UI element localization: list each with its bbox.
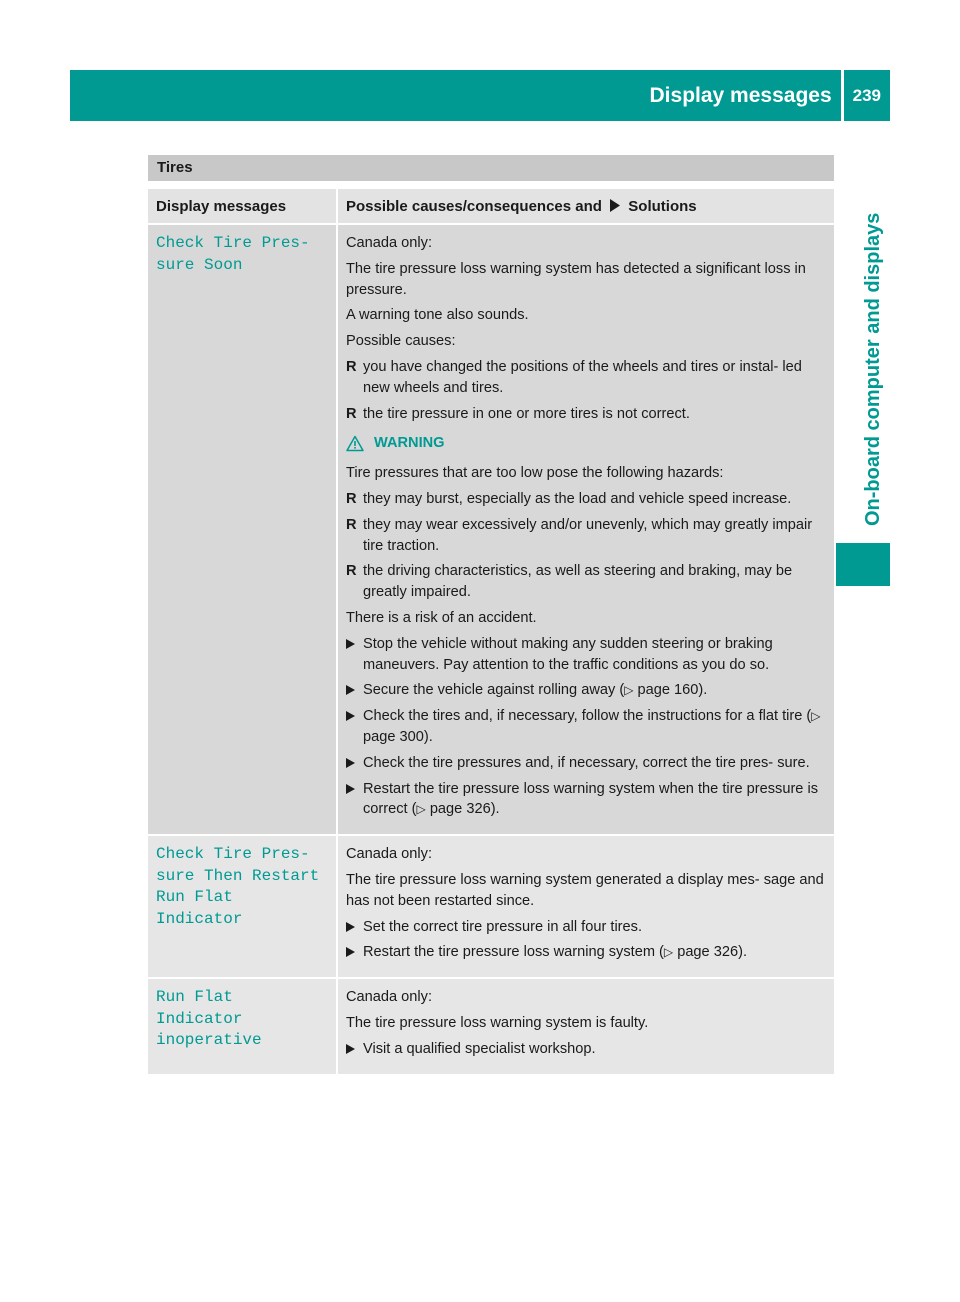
list-item: [346, 404, 826, 425]
page-reference[interactable]: page 160: [637, 682, 699, 699]
region-note: Canada only:: [346, 989, 433, 1006]
display-message-line: Run Flat Indicator: [156, 888, 243, 928]
display-message-line: Run Flat Indicator: [156, 988, 243, 1028]
main-content: [148, 155, 834, 1076]
paragraph: Possible causes:: [346, 333, 456, 350]
display-message-line: sure Then Restart: [156, 866, 320, 885]
step-arrow-icon: [346, 784, 355, 794]
paragraph: The tire pressure loss warning system generated a display mes‐ sage and has not been restarted since.: [346, 871, 824, 909]
display-messages-table: [148, 189, 834, 1076]
bullet-marker: R: [346, 490, 357, 507]
paragraph: Tire pressures that are too low pose the following hazards:: [346, 465, 724, 482]
step-item: [346, 942, 826, 963]
display-message-line: sure Soon: [156, 255, 243, 274]
step-item: [346, 1039, 826, 1060]
step-item: [346, 680, 826, 701]
list-item-text: the driving characteristics, as well as steering and braking, may be greatly impaired.: [363, 563, 793, 601]
step-item: [346, 634, 826, 676]
section-title: Tires: [148, 155, 834, 181]
page-reference-icon: ▷: [663, 945, 674, 960]
col-header-messages: Display messages: [148, 189, 337, 224]
step-text: Stop the vehicle without making any sudden steering or braking maneuvers. Pay attention to the traffic conditions as you do so.: [363, 635, 773, 673]
warning-label: WARNING: [374, 435, 445, 452]
display-message-line: Check Tire Pres‐: [156, 845, 310, 864]
list-item: [346, 515, 826, 557]
step-text: Check the tire pressures and, if necessary, correct the tire pres‐ sure.: [363, 754, 810, 771]
bullet-marker: R: [346, 516, 357, 533]
warning-heading: [346, 433, 826, 454]
display-message-line: inoperative: [156, 1031, 262, 1050]
causes-cell: [337, 224, 834, 835]
paragraph: The tire pressure loss warning system has detected a significant loss in pressure.: [346, 260, 806, 298]
step-arrow-icon: [346, 947, 355, 957]
col-header-causes-text: Possible causes/consequences and: [346, 198, 602, 215]
step-arrow-icon: [346, 1044, 355, 1054]
page-reference-icon: ▷: [811, 709, 821, 724]
step-arrow-icon: [346, 758, 355, 768]
step-arrow-icon: [346, 685, 355, 695]
paragraph: A warning tone also sounds.: [346, 307, 529, 324]
message-cell: [148, 978, 337, 1074]
step-text: Set the correct tire pressure in all four tires.: [363, 918, 643, 935]
step-item: [346, 779, 826, 821]
step-text: Restart the tire pressure loss warning system (: [363, 944, 664, 961]
list-item: [346, 357, 826, 399]
step-text-end: ).: [423, 728, 433, 745]
causes-cell: [337, 978, 834, 1074]
paragraph: There is a risk of an accident.: [346, 609, 537, 626]
step-text: Check the tires and, if necessary, follow the instructions for a flat tire (: [363, 708, 812, 725]
list-item: [346, 561, 826, 603]
step-text-end: ).: [490, 801, 500, 818]
step-text: Restart the tire pressure loss warning system when the tire pressure is correct (: [363, 780, 819, 818]
side-tab-label: On-board computer and displays: [862, 212, 884, 526]
page-reference-icon: ▷: [416, 802, 426, 817]
list-item-text: you have changed the positions of the wheels and tires or instal‐ led new wheels and tires.: [363, 358, 802, 396]
step-text-end: ).: [738, 944, 747, 961]
list-item: [346, 489, 826, 510]
list-item-text: they may wear excessively and/or unevenly, which may greatly impair tire traction.: [363, 516, 813, 554]
step-arrow-icon: [346, 639, 355, 649]
bullet-marker: R: [346, 358, 357, 375]
step-arrow-icon: [346, 711, 355, 721]
page-reference-icon: ▷: [624, 683, 634, 698]
region-note: Canada only:: [346, 846, 433, 863]
page-number: 239: [852, 85, 881, 105]
message-cell: [148, 224, 337, 835]
step-text-end: ).: [698, 682, 708, 699]
header-section-title: Display messages: [649, 83, 832, 107]
step-text: Visit a qualified specialist workshop.: [363, 1040, 596, 1057]
message-cell: [148, 835, 337, 978]
page-reference[interactable]: page 326: [429, 801, 491, 818]
page-reference[interactable]: page 300: [363, 728, 424, 745]
step-arrow-icon: [346, 922, 355, 932]
col-header-solutions-text: Solutions: [628, 198, 697, 215]
col-header-causes: [337, 189, 834, 224]
table-row: [148, 224, 834, 835]
page-reference[interactable]: page 326: [677, 944, 739, 961]
causes-cell: [337, 835, 834, 978]
bullet-marker: R: [346, 563, 357, 580]
table-row: [148, 978, 834, 1074]
step-item: [346, 917, 826, 938]
list-item-text: they may burst, especially as the load and vehicle speed increase.: [363, 490, 792, 507]
warning-triangle-icon: [346, 435, 364, 452]
solutions-arrow-icon: [609, 199, 621, 212]
list-item-text: the tire pressure in one or more tires is not correct.: [363, 405, 690, 422]
table-row: [148, 835, 834, 978]
side-tab-block: [836, 543, 890, 586]
region-note: Canada only:: [346, 235, 433, 251]
paragraph: The tire pressure loss warning system is faulty.: [346, 1014, 649, 1031]
bullet-marker: R: [346, 405, 357, 422]
step-item: [346, 753, 826, 774]
page-header: [70, 70, 890, 121]
step-text: Secure the vehicle against rolling away (: [363, 682, 625, 699]
table-header-row: [148, 189, 834, 224]
step-item: [346, 706, 826, 748]
display-message-line: Check Tire Pres‐: [156, 234, 310, 252]
